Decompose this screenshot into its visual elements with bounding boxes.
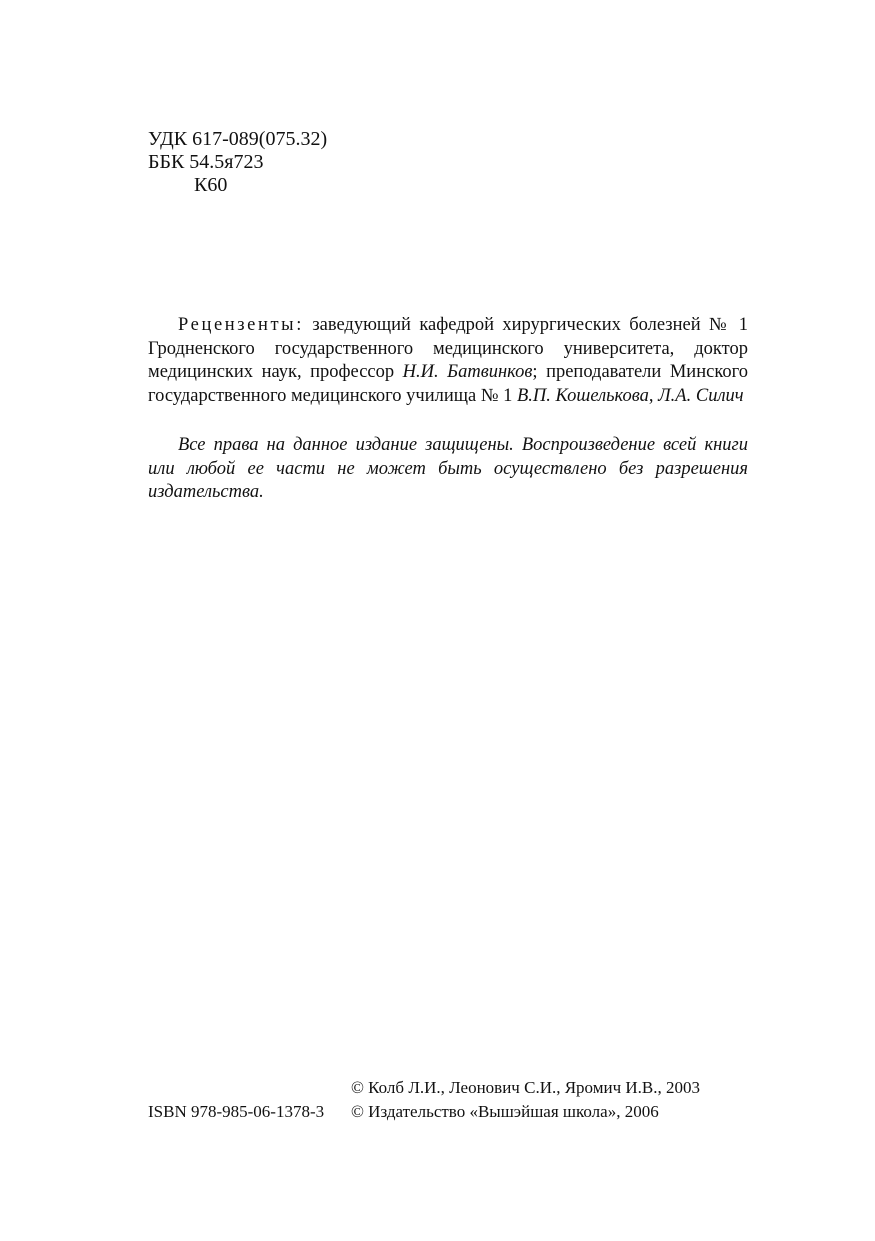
reviewers-text-1: заведующий кафедрой хирургических болезней № 1 Гродненского государственного медицинского университета, доктор медицинских наук, профессор <box>148 315 748 382</box>
isbn-number: ISBN 978-985-06-1378-3 <box>148 1102 325 1121</box>
reviewers-label: Рецензенты: <box>178 315 304 335</box>
reviewers-separator: , <box>648 385 659 406</box>
bbk-code: ББК 54.5я723 <box>148 151 264 173</box>
reviewers-block <box>148 314 748 408</box>
reviewer-name-3: Л.А. Силич <box>658 385 744 406</box>
author-sign: К60 <box>194 174 228 196</box>
imprint-row-2 <box>148 1100 700 1124</box>
isbn-spacer <box>148 1076 351 1100</box>
copyright-authors: © Колб Л.И., Леонович С.И., Яромич И.В., 2003 <box>351 1078 701 1097</box>
reviewer-name-2: В.П. Кошелькова <box>516 385 649 406</box>
rights-notice <box>148 434 748 505</box>
imprint-row-1 <box>148 1076 700 1100</box>
copyright-publisher: © Издательство «Вышэйшая школа», 2006 <box>351 1102 659 1121</box>
imprint-block <box>148 1076 700 1124</box>
reviewers-text-2: ; преподаватели Минского государственного медицинского училища № 1 <box>148 362 748 406</box>
rights-text: Все права на данное издание защищены. Воспроизведение всей книги или любой ее части не может быть осуществлено без разрешения издательства. <box>148 435 748 502</box>
classification-codes <box>148 128 327 197</box>
udk-code: УДК 617-089(075.32) <box>148 128 328 150</box>
reviewers-paragraph <box>148 314 748 408</box>
reviewer-name-1: Н.И. Батвинков <box>402 362 533 382</box>
